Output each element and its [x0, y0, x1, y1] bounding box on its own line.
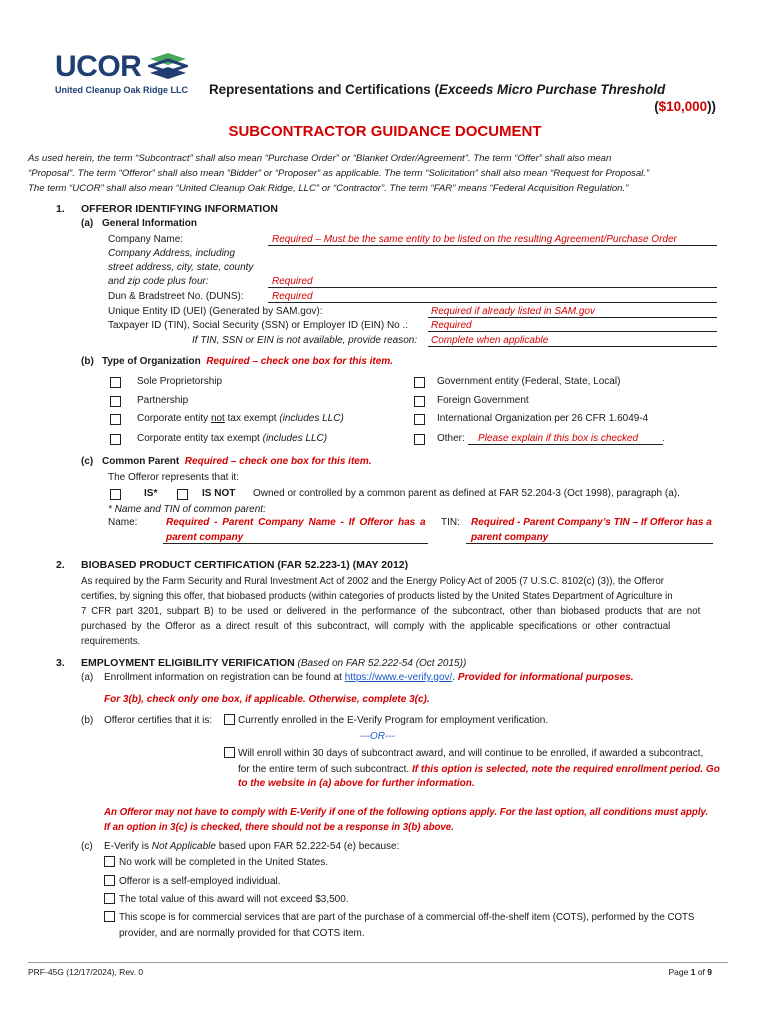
doc-title: SUBCONTRACTOR GUIDANCE DOCUMENT: [228, 123, 542, 140]
everify-na-self-employed-label: Offeror is a self-employed individual.: [119, 876, 281, 887]
org-other-period: .: [662, 433, 665, 444]
or-separator: ---OR---: [360, 731, 395, 742]
company-name-field[interactable]: Required – Must be the same entity to be listed on the resulting Agreement/Purchase Order: [272, 234, 677, 245]
everify-na-us-label: No work will be completed in the United States.: [119, 857, 328, 868]
tin-reason-label: If TIN, SSN or EIN is not available, provide reason:: [192, 335, 418, 346]
duns-field[interactable]: Required: [272, 291, 313, 302]
everify-enrolled-label: Currently enrolled in the E-Verify Program for employment verification.: [238, 715, 549, 726]
duns-underline: [268, 302, 717, 303]
company-address-label-2: street address, city, state, county: [108, 262, 254, 273]
header-title: Representations and Certifications (Exceeds Micro Purchase Threshold: [209, 82, 666, 97]
org-corp-not-exempt-checkbox[interactable]: [110, 414, 121, 425]
section-2-title: BIOBASED PRODUCT CERTIFICATION (FAR 52.223-1) (MAY 2012): [81, 559, 409, 571]
org-international-checkbox[interactable]: [414, 414, 425, 425]
common-parent-is-label: IS*: [144, 488, 158, 499]
everify-na-cots-checkbox[interactable]: [104, 911, 115, 922]
common-parent-owned-text: Owned or controlled by a common parent as defined at FAR 52.204-3 (Oct 1998), paragraph (a).: [253, 488, 680, 499]
section-3-warning-2: If an option in 3(c) is checked, there should not be a response in 3(b) above.: [104, 822, 454, 833]
org-other-underline: [468, 444, 663, 445]
section-3c-label: (c): [81, 841, 93, 852]
parent-name-underline: [163, 543, 428, 544]
section-3a-label: (a): [81, 672, 94, 683]
section-2-number: 2.: [56, 559, 65, 571]
section-3c-text: E-Verify is Not Applicable based upon FAR 52.222-54 (e) because:: [104, 841, 400, 852]
section-3a-text: Enrollment information on registration can be found at https://www.e-verify.gov/. Provided for informational purposes.: [104, 672, 634, 683]
org-foreign-government-checkbox[interactable]: [414, 396, 425, 407]
section-1b-heading: Type of Organization Required – check one box for this item.: [102, 356, 393, 367]
section-1c-represents: The Offeror represents that it:: [108, 472, 239, 483]
intro-line-3: The term “UCOR” shall also mean “United Cleanup Oak Ridge, LLC” or “Contractor”. The term “FAR” means “Federal Acquisition Regulation.”: [28, 183, 629, 194]
everify-will-enroll-line-2: for the entire term of such subcontract. If this option is selected, note the required enrollment period. Go: [238, 764, 720, 775]
parent-name-label: Name:: [108, 517, 138, 528]
footer-rule: [28, 962, 728, 963]
tin-underline: [428, 331, 717, 332]
tin-reason-underline: [428, 346, 717, 347]
everify-na-cots-label-2: provider, and are normally provided for that COTS item.: [119, 928, 365, 939]
duns-label: Dun & Bradstreet No. (DUNS):: [108, 291, 244, 302]
e-verify-link[interactable]: https://www.e-verify.gov/: [344, 672, 453, 683]
footer-form-id: PRF-45G (12/17/2024), Rev. 0: [28, 967, 144, 977]
common-parent-note: * Name and TIN of common parent:: [108, 504, 266, 515]
uei-label: Unique Entity ID (UEI) (Generated by SAM.gov):: [108, 306, 323, 317]
org-government-label: Government entity (Federal, State, Local): [437, 376, 621, 387]
section-3-number: 3.: [56, 657, 65, 669]
company-address-label-3: and zip code plus four:: [108, 276, 209, 287]
org-international-label: International Organization per 26 CFR 1.6049-4: [437, 413, 649, 424]
section-1b-label: (b): [81, 356, 94, 367]
section-2-line-2: certifies, by signing this offer, that biobased products (within categories of products listed by the United States Department of Agriculture in: [81, 591, 673, 602]
tin-field[interactable]: Required: [431, 320, 472, 331]
parent-name-field-line-2[interactable]: parent company: [166, 532, 244, 543]
section-1a-title: General Information: [102, 218, 198, 229]
org-other-label: Other:: [437, 433, 465, 444]
everify-will-enroll-checkbox[interactable]: [224, 747, 235, 758]
org-corp-exempt-label: Corporate entity tax exempt (includes LLC): [137, 433, 328, 444]
company-name-underline: [268, 245, 717, 246]
org-corp-exempt-checkbox[interactable]: [110, 434, 121, 445]
footer-page-number: Page 1 of 9: [668, 967, 712, 977]
parent-name-field-line-1[interactable]: Required - Parent Company Name - If Offeror has a: [166, 517, 426, 528]
common-parent-is-checkbox[interactable]: [110, 489, 121, 500]
ucor-logo-icon: [148, 53, 188, 79]
ucor-logo-subtitle: United Cleanup Oak Ridge LLC: [55, 85, 189, 95]
section-1c-label: (c): [81, 456, 94, 467]
section-2-line-3: 7 CFR part 3201, subpart B) to be used or delivered in the performance of the subcontract, other than biobased products that are not: [81, 606, 701, 617]
everify-enrolled-checkbox[interactable]: [224, 714, 235, 725]
section-1-number: 1.: [56, 203, 65, 215]
company-name-label: Company Name:: [108, 234, 184, 245]
everify-will-enroll-line-1: Will enroll within 30 days of subcontract award, and will continue to be enrolled, if awarded a subcontract,: [238, 748, 704, 759]
company-address-underline: [268, 287, 717, 288]
section-3-title: EMPLOYMENT ELIGIBILITY VERIFICATION (Based on FAR 52.222-54 (Oct 2015)): [81, 657, 467, 669]
ucor-logo-wordmark: UCOR: [55, 50, 142, 83]
org-other-checkbox[interactable]: [414, 434, 425, 445]
everify-na-value-label: The total value of this award will not exceed $3,500.: [119, 894, 349, 905]
uei-underline: [428, 317, 717, 318]
tin-label: Taxpayer ID (TIN), Social Security (SSN) or Employer ID (EIN) No .:: [108, 320, 409, 331]
section-3b-text: Offeror certifies that it is:: [104, 715, 213, 726]
parent-tin-underline: [466, 543, 713, 544]
section-3-warning-1: An Offeror may not have to comply with E-Verify if one of the following options apply. For the last option, all conditions must apply.: [104, 807, 709, 818]
parent-tin-label: TIN:: [441, 517, 460, 528]
parent-tin-field-line-1[interactable]: Required - Parent Company’s TIN – If Offeror has a: [471, 517, 712, 528]
org-partnership-label: Partnership: [137, 395, 189, 406]
intro-line-1: As used herein, the term “Subcontract” shall also mean “Purchase Order” or “Blanket Order/Agreement”. The term “Offer” shall also mean: [28, 153, 612, 164]
everify-na-self-employed-checkbox[interactable]: [104, 875, 115, 886]
everify-na-cots-label-1: This scope is for commercial services that are part of the purchase of a commercial off-the-shelf item (COTS), performed by the COTS: [119, 912, 695, 923]
section-2-line-5: requirements.: [81, 636, 141, 647]
org-foreign-government-label: Foreign Government: [437, 395, 529, 406]
header-threshold-amount: ($10,000)): [654, 99, 716, 114]
everify-na-us-checkbox[interactable]: [104, 856, 115, 867]
uei-field[interactable]: Required if already listed in SAM.gov: [431, 306, 595, 317]
company-address-label-1: Company Address, including: [108, 248, 235, 259]
tin-reason-field[interactable]: Complete when applicable: [431, 335, 549, 346]
section-1c-heading: Common Parent Required – check one box for this item.: [102, 456, 372, 467]
common-parent-is-not-label: IS NOT: [202, 488, 236, 499]
common-parent-is-not-checkbox[interactable]: [177, 489, 188, 500]
everify-na-value-checkbox[interactable]: [104, 893, 115, 904]
org-sole-proprietorship-label: Sole Proprietorship: [137, 376, 223, 387]
section-2-line-4: purchased by the Offeror as a direct result of this subcontract, will comply with the applicable specifications or other contractual: [81, 621, 671, 632]
parent-tin-field-line-2[interactable]: parent company: [471, 532, 549, 543]
company-address-field[interactable]: Required: [272, 276, 313, 287]
intro-line-2: “Proposal”. The term “Offeror” shall also mean “Bidder” or “Proposer” as applicable. The term “Solicitation” shall also mean “Request for Proposal.”: [28, 168, 650, 179]
section-1a-label: (a): [81, 218, 94, 229]
org-government-checkbox[interactable]: [414, 377, 425, 388]
org-partnership-checkbox[interactable]: [110, 396, 121, 407]
section-3b-instruction: For 3(b), check only one box, if applicable. Otherwise, complete 3(c).: [104, 694, 430, 705]
org-other-field[interactable]: Please explain if this box is checked: [478, 433, 639, 444]
everify-will-enroll-line-3: to the website in (a) above for further information.: [238, 778, 475, 789]
section-1-title: OFFEROR IDENTIFYING INFORMATION: [81, 203, 278, 215]
org-sole-proprietorship-checkbox[interactable]: [110, 377, 121, 388]
section-3b-label: (b): [81, 715, 94, 726]
org-corp-not-exempt-label: Corporate entity not tax exempt (includes LLC): [137, 413, 344, 424]
section-2-line-1: As required by the Farm Security and Rural Investment Act of 2002 and the Energy Policy Act of 2005 (7 U.S.C. 8102(c) (3)), the Offeror: [81, 576, 664, 587]
